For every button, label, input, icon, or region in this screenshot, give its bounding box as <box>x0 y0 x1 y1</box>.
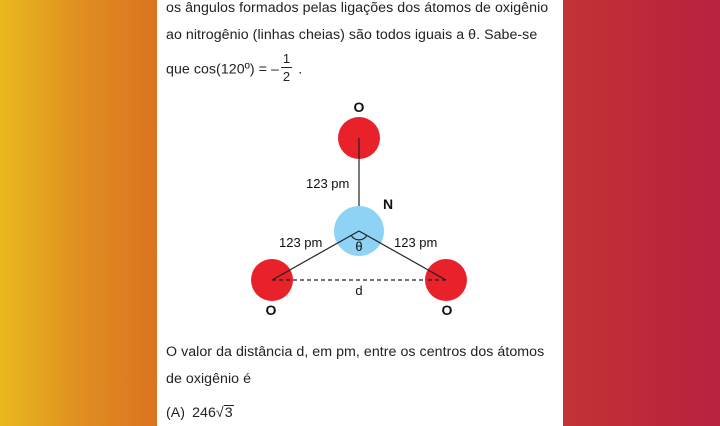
fraction-one-half <box>281 52 292 83</box>
prompt-line-1: O valor da distância d, em pm, entre os centros dos átomos <box>166 344 545 360</box>
option-coefficient: 246 <box>192 405 216 421</box>
sqrt-sign: √ <box>215 405 224 421</box>
question-line-3 <box>166 51 303 85</box>
question-line-1: os ângulos formados pelas ligações dos átomos de oxigênio <box>166 0 549 16</box>
prompt-line-2: de oxigênio é <box>166 371 252 387</box>
label-o-top: O <box>353 100 365 115</box>
option-a[interactable] <box>166 405 234 421</box>
no3-molecule-diagram <box>157 100 563 320</box>
bond-left-length: 123 pm <box>279 235 323 250</box>
angle-theta: θ <box>355 239 363 254</box>
question-line-2: ao nitrogênio (linhas cheias) são todos iguais a θ. Sabe-se <box>166 27 538 43</box>
label-o-right: O <box>441 302 453 318</box>
distance-d: d <box>355 283 363 298</box>
bond-top-length: 123 pm <box>306 176 350 191</box>
label-o-left: O <box>265 302 277 318</box>
bond-right-length: 123 pm <box>394 235 438 250</box>
cos-expression: que cos(120º) = – <box>166 61 279 78</box>
fraction-denominator: 2 <box>282 69 291 84</box>
sentence-period: . <box>298 61 303 78</box>
document-page <box>157 0 563 426</box>
label-n: N <box>383 196 394 212</box>
option-letter: (A) <box>166 405 186 421</box>
radicand: 3 <box>224 405 233 421</box>
fraction-numerator: 1 <box>282 51 291 66</box>
